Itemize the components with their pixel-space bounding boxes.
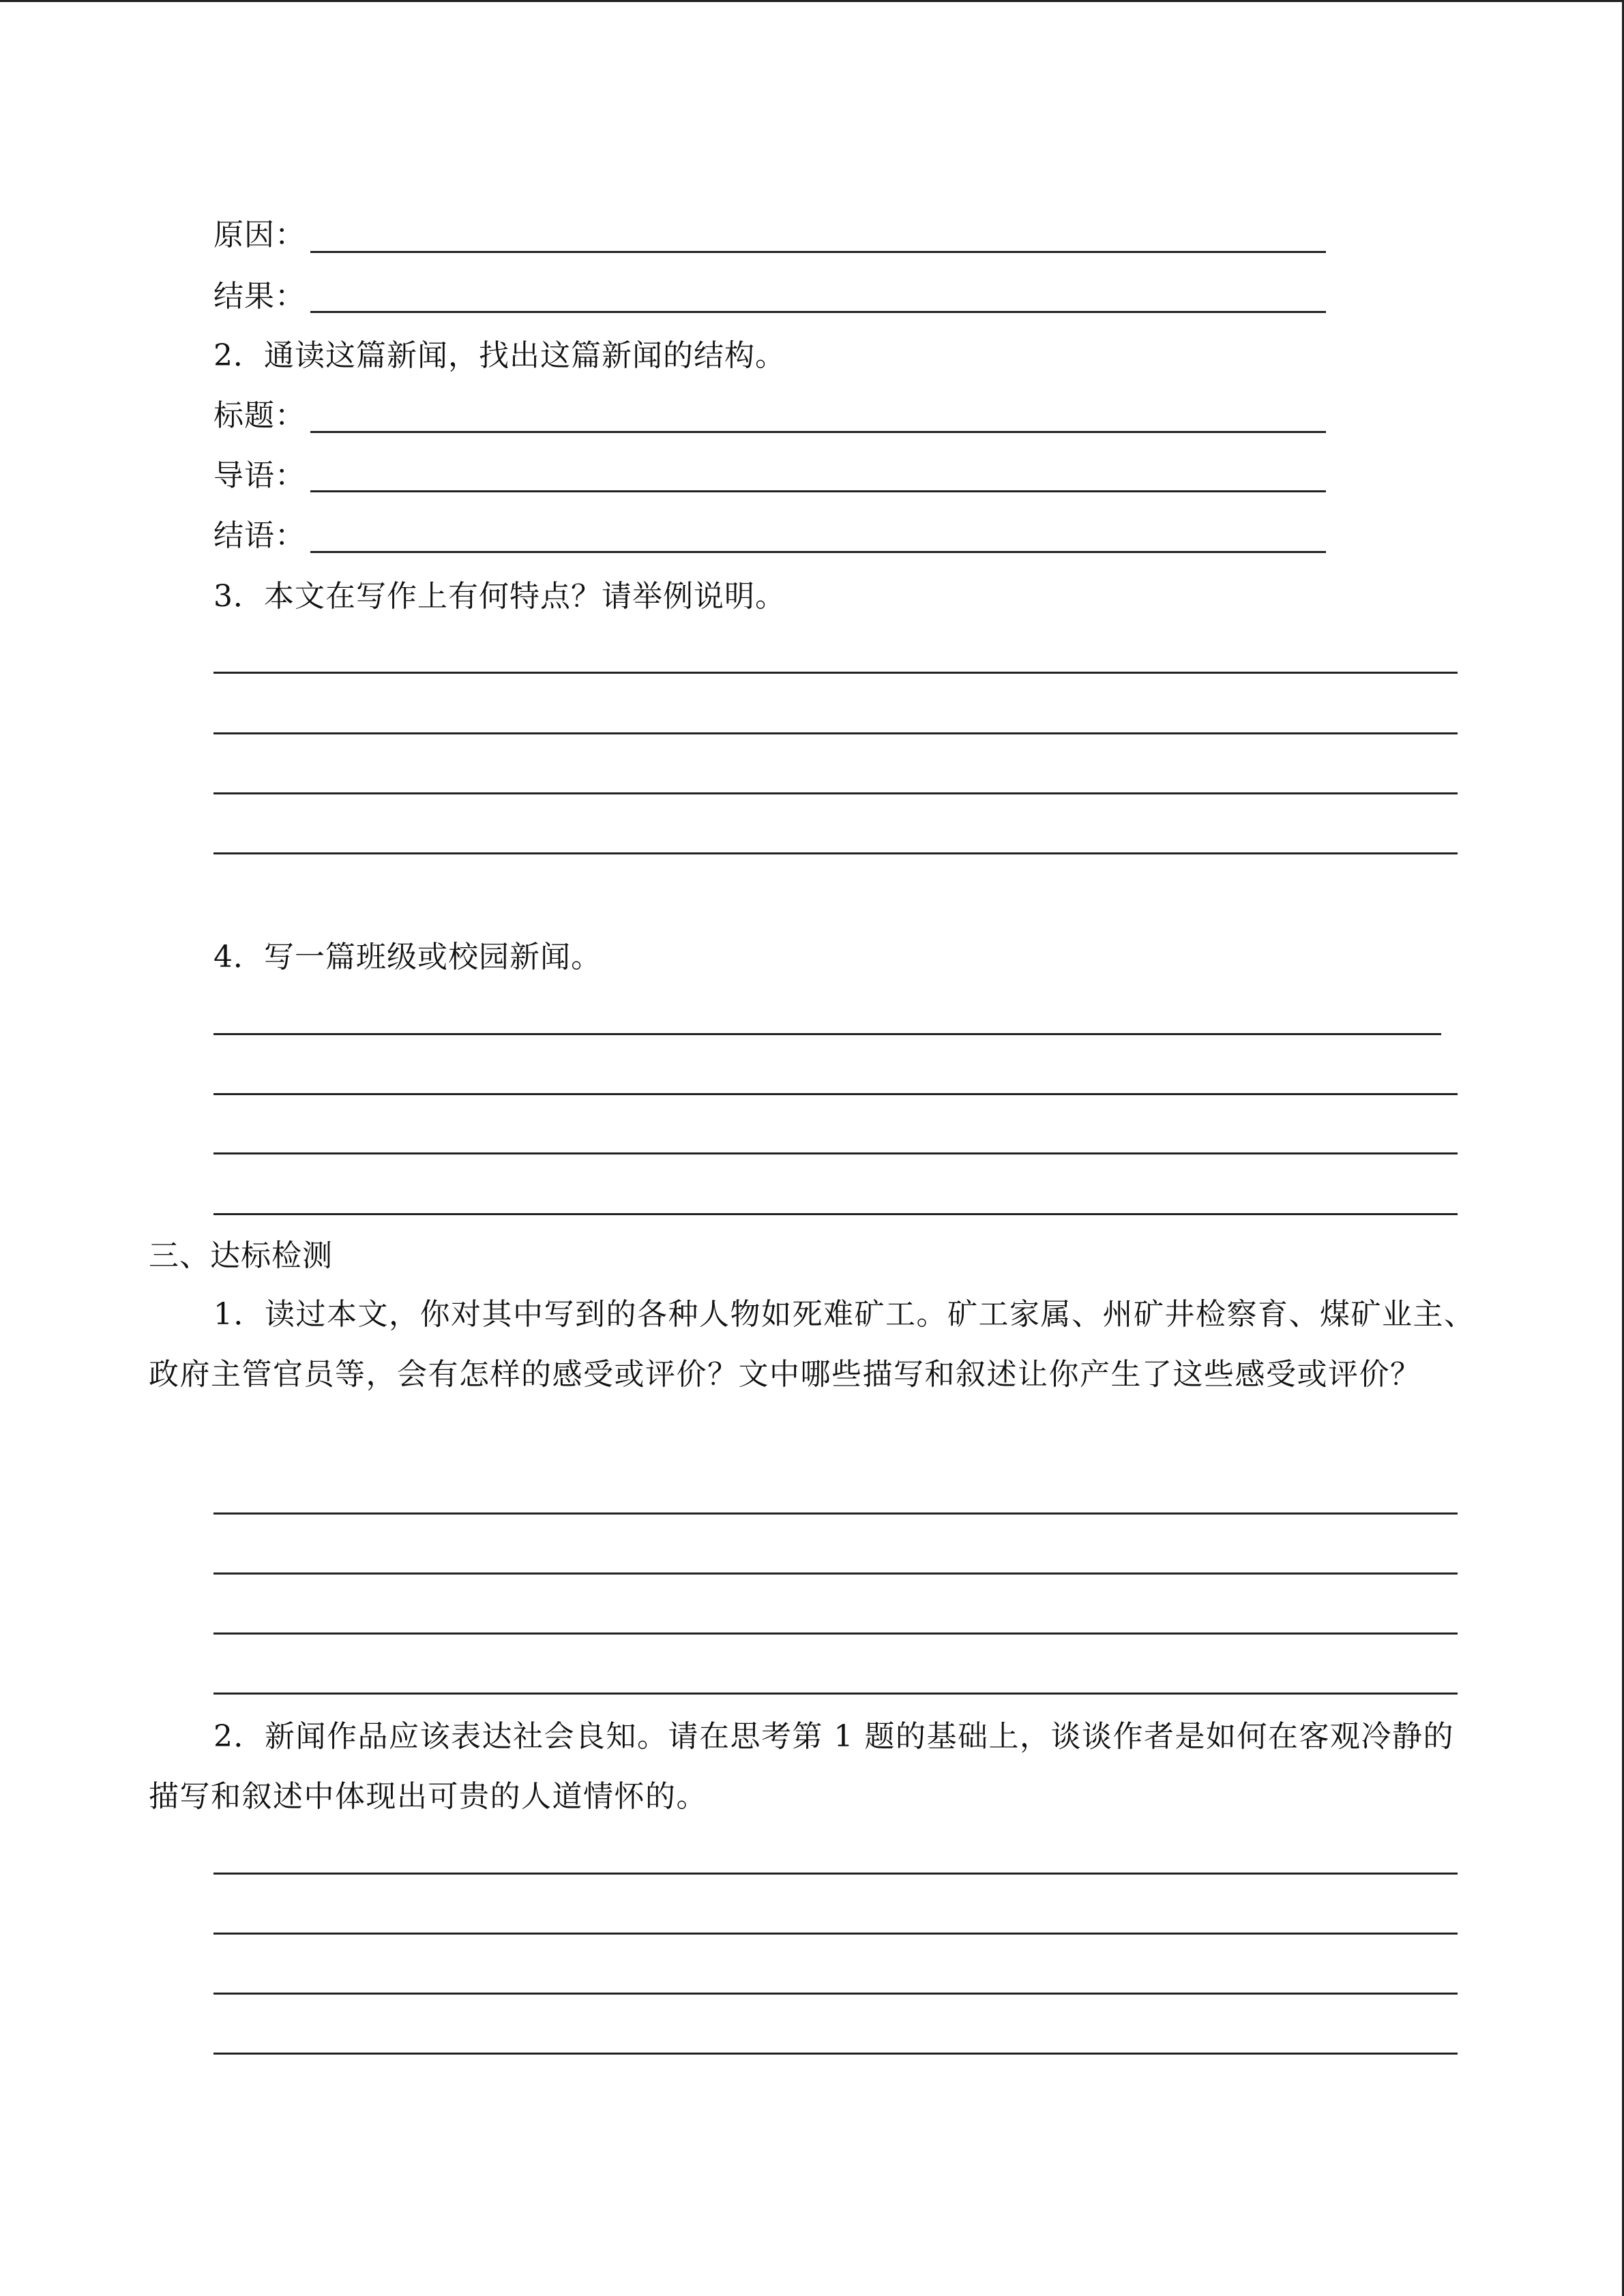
s3q2-answer-line-3[interactable]	[213, 1993, 1458, 1995]
question-4: 4．写一篇班级或校园新闻。	[213, 940, 602, 974]
q4-answer-line-4[interactable]	[213, 1213, 1458, 1215]
q3-answer-line-1[interactable]	[213, 672, 1458, 674]
ending-answer-line[interactable]	[310, 551, 1326, 553]
s3q2-answer-line-2[interactable]	[213, 1933, 1458, 1935]
result-label: 结果：	[213, 279, 306, 314]
s3q1-answer-line-3[interactable]	[213, 1632, 1458, 1635]
s3q1-answer-line-1[interactable]	[213, 1512, 1458, 1515]
question-2: 2．通读这篇新闻，找出这篇新闻的结构。	[213, 338, 786, 373]
ending-label: 结语：	[213, 518, 306, 553]
s3q1-answer-line-4[interactable]	[213, 1693, 1458, 1695]
s3q2-answer-line-1[interactable]	[213, 1873, 1458, 1875]
q3-answer-line-2[interactable]	[213, 732, 1458, 734]
cause-answer-line[interactable]	[310, 251, 1326, 253]
lead-label: 导语：	[213, 458, 306, 493]
cause-label: 原因：	[213, 218, 306, 252]
title-answer-line[interactable]	[310, 431, 1326, 433]
q3-answer-line-3[interactable]	[213, 792, 1458, 794]
section-3-question-1: 1．读过本文，你对其中写到的各种人物如死难矿工。矿工家属、州矿井检察育、煤矿业主、政府主管官员等，会有怎样的感受或评价？文中哪些描写和叙述让你产生了这些感受或评价？	[149, 1297, 1475, 1392]
lead-answer-line[interactable]	[310, 490, 1326, 492]
s3q1-answer-line-2[interactable]	[213, 1572, 1458, 1575]
title-label: 标题：	[213, 398, 306, 433]
s3q2-answer-line-4[interactable]	[213, 2053, 1458, 2055]
section-3-question-2: 2．新闻作品应该表达社会良知。请在思考第 1 题的基础上，谈谈作者是如何在客观冷静的描写和叙述中体现出可贵的人道情怀的。	[149, 1719, 1454, 1814]
q3-answer-line-4[interactable]	[213, 852, 1458, 854]
result-answer-line[interactable]	[310, 311, 1326, 313]
page-border-top	[0, 0, 1624, 2]
q4-answer-line-1[interactable]	[213, 1033, 1441, 1035]
q4-answer-line-3[interactable]	[213, 1152, 1458, 1154]
section-3-heading: 三、达标检测	[149, 1238, 333, 1273]
q4-answer-line-2[interactable]	[213, 1093, 1458, 1095]
question-3: 3．本文在写作上有何特点？请举例说明。	[213, 579, 786, 614]
